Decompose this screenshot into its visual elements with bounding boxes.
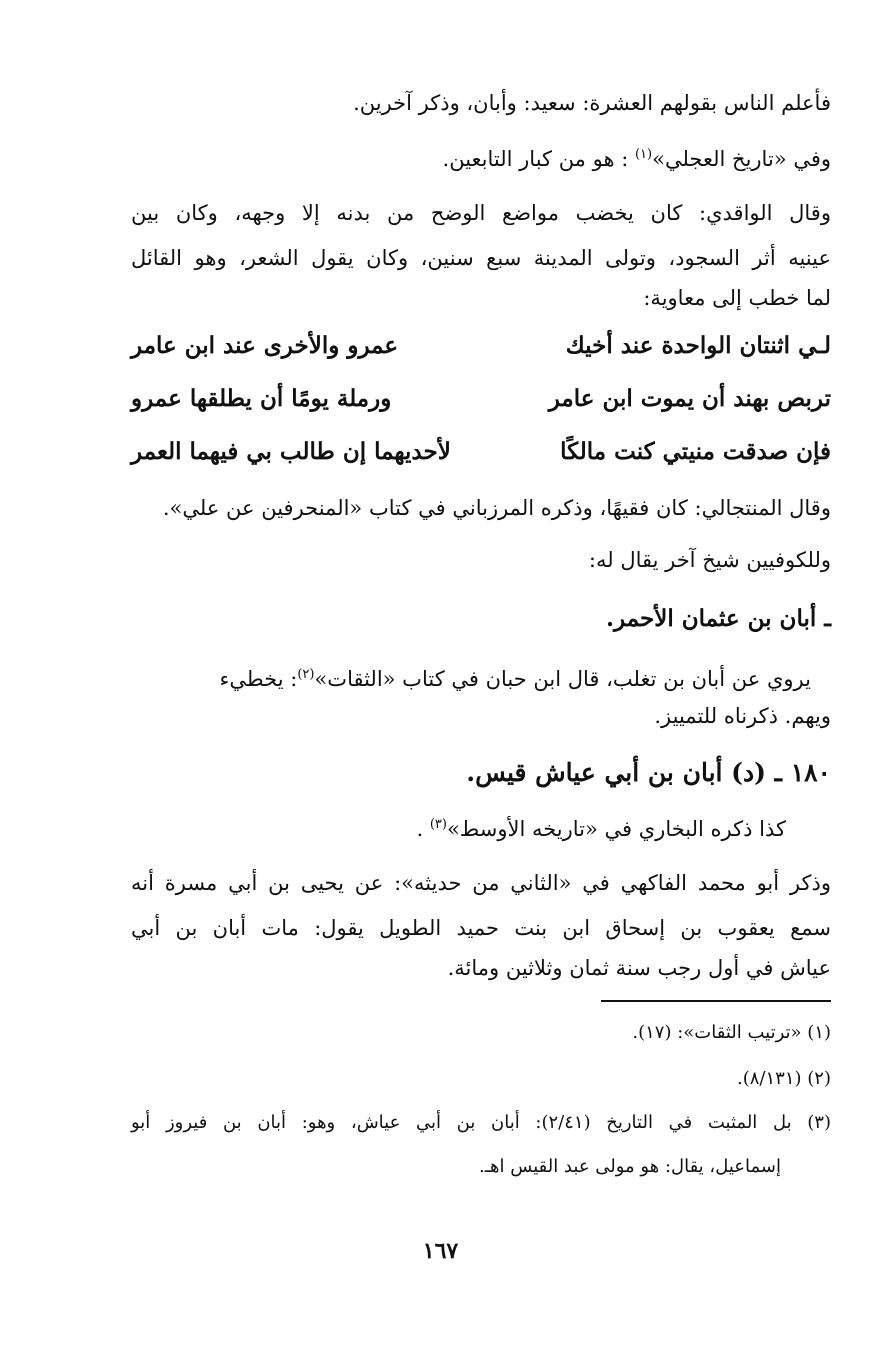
text-line-6: وقال المنتجالي: كان فقيهًا، وذكره المرزباني في كتاب «المنحرفين عن علي». bbox=[162, 496, 831, 520]
footnote-1: (١) «ترتيب الثقات»: (١٧). bbox=[632, 1022, 831, 1043]
footnote-2: (٢) (٨/١٣١). bbox=[737, 1068, 831, 1089]
verse-3-right-hemistich: فإن صدقت منيتي كنت مالكًا bbox=[560, 438, 831, 465]
footnote-ref-3[interactable]: (٣) bbox=[429, 817, 447, 832]
text-line-7: وللكوفيين شيخ آخر يقال له: bbox=[588, 548, 831, 572]
text-line-4: عينيه أثر السجود، وتولى المدينة سبع سنين، وكان يقول الشعر، وهو القائل bbox=[131, 246, 831, 270]
verse-1-left-hemistich: عمرو والأخرى عند ابن عامر bbox=[131, 332, 399, 359]
footnote-ref-1[interactable]: (١) bbox=[634, 147, 653, 162]
footnote-separator bbox=[601, 1000, 831, 1002]
entry-heading-aban-ibn-uthman: ـ أبان بن عثمان الأحمر. bbox=[606, 605, 831, 632]
verse-2 bbox=[131, 385, 831, 425]
text-line-1: فأعلم الناس بقولهم العشرة: سعيد: وأبان، وذكر آخرين. bbox=[353, 91, 831, 115]
text-line-3: وقال الواقدي: كان يخضب مواضع الوضح من بدنه إلا وجهه، وكان بين bbox=[131, 201, 831, 225]
footnote-ref-2[interactable]: (٢) bbox=[297, 667, 315, 682]
page-number: ١٦٧ bbox=[422, 1238, 459, 1264]
text-line-8: يروي عن أبان بن تغلب، قال ابن حبان في كتاب «الثقات»$^{(٢)}$: يخطيء bbox=[219, 667, 811, 691]
text-line-11: وذكر أبو محمد الفاكهي في «الثاني من حديثه»: عن يحيى بن أبي مسرة أنه bbox=[131, 871, 831, 895]
text-line-5: لما خطب إلى معاوية: bbox=[643, 286, 831, 310]
verse-3 bbox=[131, 438, 831, 478]
entry-heading-180: ١٨٠ ـ (د) أبان بن أبي عياش قيس. bbox=[466, 758, 831, 787]
verse-2-left-hemistich: ورملة يومًا أن يطلقها عمرو bbox=[131, 385, 392, 412]
footnote-3-line-2: إسماعيل، يقال: هو مولى عبد القيس اهـ. bbox=[479, 1156, 781, 1177]
text-line-12: سمع يعقوب بن إسحاق ابن بنت حميد الطويل يقول: مات أبان بن أبي bbox=[131, 916, 831, 940]
footnote-3-line-1: (٣) بل المثبت في التاريخ (٢/٤١): أبان بن أبي عياش، وهو: أبان بن فيروز أبو bbox=[131, 1112, 831, 1133]
text-line-2: وفي «تاريخ العجلي»$^{(١)}$ : هو من كبار التابعين. bbox=[442, 147, 831, 171]
text-line-9: ويهم. ذكرناه للتمييز. bbox=[654, 704, 831, 728]
verse-2-right-hemistich: تربص بهند أن يموت ابن عامر bbox=[548, 385, 831, 412]
verse-1-right-hemistich: لـي اثنتان الواحدة عند أخيك bbox=[565, 332, 831, 359]
text-line-13: عياش في أول رجب سنة ثمان وثلاثين ومائة. bbox=[447, 956, 831, 980]
text-line-10: كذا ذكره البخاري في «تاريخه الأوسط»$^{(٣)}$ . bbox=[416, 817, 786, 841]
verse-3-left-hemistich: لأحديهما إن طالب بي فيهما العمر bbox=[131, 438, 451, 465]
verse-1 bbox=[131, 332, 831, 372]
